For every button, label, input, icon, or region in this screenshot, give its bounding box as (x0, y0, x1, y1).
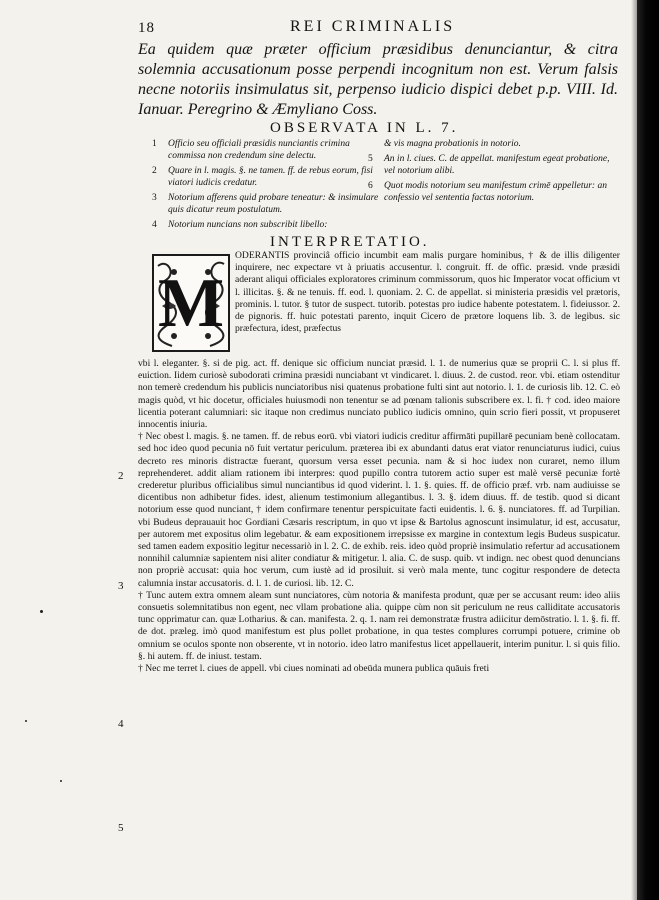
observata-item-text: An in l. ciues. C. de appellat. manifestum egeat probatione, vel notorium alibi. (384, 154, 610, 176)
observata-item-number (368, 138, 384, 150)
scan-speck (40, 610, 43, 613)
margin-number: 2 (118, 470, 124, 482)
scan-speck (25, 720, 27, 722)
observata-item-number: 1 (152, 139, 157, 149)
observata-item (368, 180, 618, 204)
interpretatio-body (138, 358, 620, 675)
decorated-initial (152, 254, 230, 352)
scan-speck (60, 780, 62, 782)
observata-item-text: Quot modis notorium seu manifestum crimē appelletur: an confessio vel sententia factas notorium. (384, 181, 607, 203)
observata-item-text: Officio seu officiali præsidis nunciantis crimina commissa non credendum sine delectu. (168, 139, 350, 161)
observata-item-number: 4 (152, 220, 157, 230)
observata-item-text: Quare in l. magis. §. ne tamen. ff. de rebus eorum, fisi viatori iudicis credatur. (168, 166, 373, 188)
observata-item (368, 138, 618, 150)
observata-item (152, 165, 382, 189)
observata-item-text: Notorium nuncians non subscribit libello: (168, 220, 328, 230)
initial-letter: M (157, 265, 225, 342)
observata-left-column (152, 138, 382, 234)
observata-item-number: 6 (368, 181, 373, 191)
paragraph-2: † Nec obest l. magis. §. ne tamen. ff. de rebus eorū. vbi viatori iudicis creditur affirmāti pupillarē pecuniam benè collocatam. sed hoc ideo quod pecunia nō fuit vertatur periculum. præterea ibi ex abundanti datus erat viator renunciaturus iudici, cuius decreto res minoris distractæ fuerant, quorsum versa esset pecunia. nam & si hoc iudex non curaret, nemo illum reprehenderet. addit aliam rationem ibi interpres: quod pupillo contra tutorem actio super est malè versē pecuniæ fortè crederetur pluribus officialibus simul nunciantibus id quod viderint. l. 1. §. quies. ff. de officio præf. vrb. nam audiuisse se dicentibus non adhibetur fides. idest, alienum testimonium allegantibus. l. 3. §. idem diuus. ff. de testib. quod si dicant notorium esse quod nunciant, † idem confirmare tenentur perspicuitate facti euidentis. l. 6. §. nunciatores. ff. ad Turpilian. vbi Budeus deprauauit hoc Gordiani Cæsaris rescriptum, in quo vt ipse & Bartolus agnoscunt insimulatur, id est, accusatur, per autorem met expositus olim legebatur. & eam expositionem irrepsisse ex margine in contextum legis Budeus suspicatur. sed tamen eadem expositio legitur necessariò in l. 2. C. de exhib. reis. ideo quòd propriè insimulatio refertur ad accusationem nonnihil calumniæ sapientem nisi aliter condiatur & mitigetur. l. alia. C. de susp. quib. vt indign. nec obest quod denuncians non propriè accusat: quia hoc verum, cum iustè ad id prosiluit. si verò mala mente, tunc cogitur respondere de detecta calumnia instar accusatoris. d. l. 1. de curiosi. lib. 12. C. (138, 431, 620, 589)
book-spine (637, 0, 659, 900)
paragraph-4: † Nec me terret l. ciues de appell. vbi ciues nominati ad obeūda munera publica quāuis freti (138, 663, 490, 675)
margin-number: 4 (118, 718, 124, 730)
running-title: REI CRIMINALIS (290, 18, 456, 35)
observata-item (152, 192, 382, 216)
observata-item-number: 2 (152, 166, 157, 176)
interpretatio-opening: ODERANTIS provinciâ officio incumbit eam malis purgare hominibus, † & de illis diligenter inquirere, nec expectare vt à priuatis accusentur. l. congruit. ff. de offic. præsid. vnde præsidi aderant aliqui officiales exploratores criminum commissorum, quos hic Imperator vocat officium vt l. illicitas. §. & ne tenuis. ff. eod. l. quoniam. 2. C. de appellat. si ministeria præsidis vel prætoris, prominis. l. tutor. § tutor de suspect. tutorib. potestas pro iudice habente potestatem. l. fideiussor. 2. de pignoris. ff. huic potestati parento, inquit Cicero de prætore loquens lib. 3. de legibus. sic præfectura, idest, præfectus (235, 250, 620, 335)
paragraph-3: † Tunc autem extra omnem aleam sunt nunciatores, cùm notoria & manifesta produnt, quæ per se accusant reum: ideo aliis consuetis solemnitatibus non egent, nec vllam probatione alia. quippe cùm non sit periculum ne reus calliditate accusatoris tunc opprimatur can. quæ Lotharius. & can. manifesta. 2. q. 1. nam rei demonstratæ frustra adiicitur demōstratio. l. 1. §. fi. ff. de dot. præleg. imò quod manifestum est plus pollet probatione, in qua testes complures corrumpi potuere, crimine ob omnium se oculos sponte non obserente, vt in notorio. ideo latro manifestus licet appellauerit, interim punitur. l. si quis filio. §. hi autem. ff. de iniust. testam. (138, 589, 620, 662)
intro-paragraph: Ea quidem quæ præter officium præsidibus denunciantur, & citra solemnia accusationum posse perpendi incognitum non est. Verum falsis necne notoriis insimulatus sit, perpenso iudicio dispici debet p.p. VIII. Id. Ianuar. Peregrino & Æmyliano Coss. (138, 41, 618, 118)
observata-item-number: 3 (152, 193, 157, 203)
paragraph-1-continued: vbi l. eleganter. §. si de pig. act. ff. denique sic officium nunciat præsid. l. 1. de numerius quæ se proprii C. l. si plus ff. euiction. Iidem curiosè subodorati crimina præsidi nunciabant vt vindicaret. l. diuus. 2. de custod. reor. vbi. etiam ostenditur non temerè credendum his publicis nunciatoribus nisi quatenus probatione fulti sint aut notorio. l. 1. de curiosis lib. 12. C. eò magis quòd, vt hic docetur, officiales huiusmodi non tenentur se ad pœnam talionis subscribere ex. l. fi. † cod. ideo maiore licentia poterant calumniari: sic itaque non credimus nunciato publico iudicis omnino, quin scrio fieri possit, vt propuseret innocentis iniuria. (138, 358, 620, 431)
observata-item (152, 138, 382, 162)
page-number: 18 (138, 20, 155, 36)
interpretatio-heading: INTERPRETATIO. (270, 234, 430, 250)
observata-item-number: 5 (368, 154, 373, 164)
observata-heading: OBSERVATA IN L. 7. (270, 120, 459, 136)
observata-item (368, 153, 618, 177)
margin-number: 5 (118, 822, 124, 834)
observata-item (152, 219, 382, 231)
observata-item-text: Notorium afferens quid probare teneatur: & insimulare quis dicatur reum postulatum. (168, 193, 379, 215)
margin-number: 3 (118, 580, 124, 592)
observata-right-column (368, 138, 618, 207)
observata-item-text: & vis magna probationis in notorio. (384, 139, 521, 149)
